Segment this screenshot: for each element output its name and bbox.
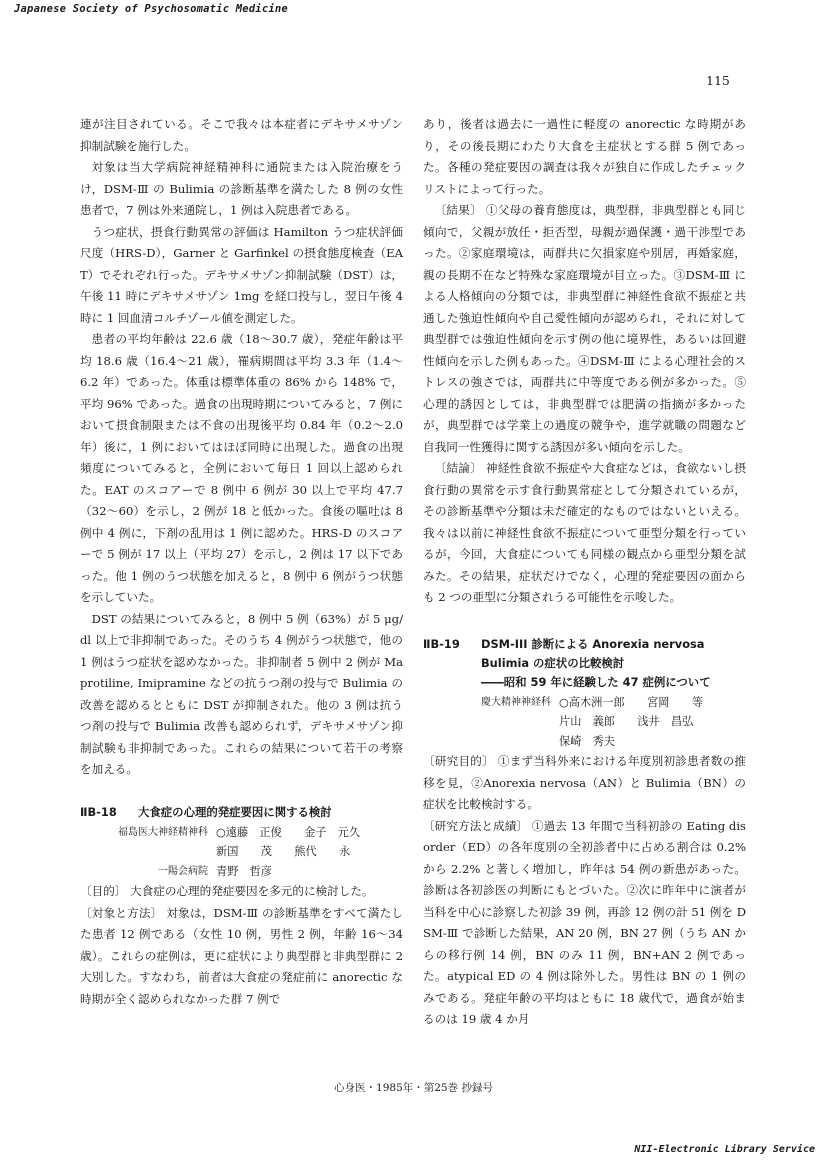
abstract-title-text: DSM-III 診断による Anorexia nervosa xyxy=(481,636,705,651)
author-row xyxy=(423,732,746,752)
author-names: 保崎 秀夫 xyxy=(559,734,615,748)
affiliation: 慶大精神神経科 xyxy=(481,696,551,708)
body-paragraph: 〔目的〕 大食症の心理的発症要因を多元的に検討した。 xyxy=(80,884,374,898)
affiliation xyxy=(423,712,559,732)
body-paragraph: DST の結果についてみると，8 例中 5 例（63%）が 5 μg/dl 以上で非抑制であった。そのうち 4 例がうつ状態で，他の 1 例はうつ症状を認めなかった。非抑制者 5 例中 2 例が Maprotiline, Imipramine などの抗うつ剤の投与で Bulimia の改善を認めるとともに DST が抑制された。他の 3 例は抗うつ剤の投与で Bulimia 改善も認められず，デキサメサゾン抑制試験も非抑制であった。これらの結果について若干の考察を加える。 xyxy=(80,611,403,776)
author-row xyxy=(423,693,746,713)
body-paragraph: 連が注目されている。そこで我々は本症者にデキサメサゾン抑制試験を施行した。 xyxy=(80,117,403,153)
abstract-section xyxy=(80,803,403,1011)
abstract-code: ⅡB-18 xyxy=(80,804,117,819)
journal-footer: 心身医・1985年・第25巻 抄録号 xyxy=(334,1082,493,1094)
affiliation: 福島医大神経精神科 xyxy=(118,826,208,838)
author-names: 青野 哲彦 xyxy=(216,864,272,878)
abstract-section xyxy=(423,635,746,1031)
author-row xyxy=(80,823,403,843)
abstract-title xyxy=(423,635,746,692)
body-paragraph: 〔結論〕 神経性食欲不振症や大食症などは，食欲ないし摂食行動の異常を示す食行動異常症として分類されているが，その診断基準や分類は未だ確定的なものではないといえる。我々は以前に神経性食欲不振症について亜型分類を行っているが，今回，大食症についても同様の観点から亜型分類を試みた。その結果，症状だけでなく，心理的発症要因の面からも 2 つの亜型に分類されうる可能性を示唆した。 xyxy=(423,461,746,604)
body-paragraph: あり，後者は過去に一過性に軽度の anorectic な時期があり，その後長期にわたり大食を主症状とする群 5 例であった。各種の発症要因の調査は我々が独自に作成したチェックリストによって行った。 xyxy=(423,117,746,196)
left-column xyxy=(80,114,403,1010)
abstract-code: ⅡB-19 xyxy=(423,636,460,651)
author-names: 新国 茂 熊代 永 xyxy=(216,845,351,858)
abstract-title-line2: Bulimia の症状の比較検討 xyxy=(481,655,625,670)
author-names: ○高木洲一郎 宮岡 等 xyxy=(559,695,704,709)
author-row xyxy=(80,842,403,862)
abstract-title xyxy=(80,803,403,822)
page-number: 115 xyxy=(706,73,730,88)
author-row xyxy=(423,712,746,732)
affiliation: 一陽会病院 xyxy=(158,865,208,877)
affiliation xyxy=(80,842,216,862)
library-service-footer: NII-Electronic Library Service xyxy=(634,1144,815,1155)
affiliation xyxy=(423,732,559,752)
abstract-title-text: 大食症の心理的発症要因に関する検討 xyxy=(138,804,332,819)
author-names: 片山 義郎 浅井 昌弘 xyxy=(559,715,694,728)
body-paragraph: 〔対象と方法〕 対象は，DSM-Ⅲ の診断基準をすべて満たした患者 12 例である（女性 10 例，男性 2 例，年齢 16～34 歳）。これらの症例は，更に症状により典型群と非典型群に 2 大別した。すなわち，前者は大食症の発症前に anorectic な時期が全く認められなかった群 7 例で xyxy=(80,905,403,1006)
body-paragraph: 対象は当大学病院神経精神科に通院または入院治療をうけ，DSM-Ⅲ の Bulimia の診断基準を満たした 8 例の女性患者で，7 例は外来通院し，1 例は入院患者である。 xyxy=(80,160,403,217)
author-names: ○遠藤 正俊 金子 元久 xyxy=(216,825,361,839)
author-row xyxy=(80,862,403,882)
body-paragraph: 〔結果〕 ①父母の養育態度は，典型群，非典型群とも同じ傾向で，父親が放任・拒否型，母親が過保護・過干渉型であった。②家庭環境は，両群共に欠損家庭や別居，再婚家庭，親の長期不在など特殊な家庭環境が目立った。③DSM-Ⅲ による人格傾向の分類では，非典型群に神経性食欲不振症と共通した強迫性傾向や自己愛性傾向が認められ，それに対して典型群では強迫性傾向を示す例の他に境界性，あるいは回避性傾向を示した例もあった。④DSM-Ⅲ による心理社会的ストレスの強さでは，両群共に中等度である例が多かった。⑤心理的誘因としては，非典型群では肥満の指摘が多かったが，典型群では学業上の過度の競争や，進学就職の問題など自我同一性獲得に関する誘因が多い傾向を示した。 xyxy=(423,203,746,454)
body-paragraph: 〔研究目的〕 ①まず当科外来における年度別初診患者数の推移を見，②Anorexia nervosa（AN）と Bulimia（BN）の症状を比較検討する。 xyxy=(423,754,746,811)
right-column xyxy=(423,114,746,1031)
body-paragraph: うつ症状，摂食行動異常の評価は Hamilton うつ症状評価尺度（HRS-D），Garner と Garfinkel の摂食態度検査（EAT）でそれぞれ行った。デキサメサゾン抑制試験（DST）は，午後 11 時にデキサメサゾン 1mg を経口投与し，翌日午後 4 時に 1 回血清コルチゾール値を測定した。 xyxy=(80,224,403,325)
body-paragraph: 〔研究方法と成績〕 ①過去 13 年間で当科初診の Eating disorder（ED）の各年度別の全初診者中に占める割合は 0.2% から 2.2% と著しく増加し，昨年は 54 例の新患があった。診断は各初診医の判断にもとづいた。②次に昨年中に演者が当科を中心に診察した初診 39 例，再診 12 例の計 51 例を DSM-Ⅲ で診断した結果，AN 20 例，BN 27 例（うち AN からの移行例 14 例，BN のみ 11 例，BN+AN 2 例であった。atypical ED の 4 例は除外した。男性は BN の 1 例のみである。発症年齢の平均はともに 18 歳代で，過食が始まるのは 19 歳 4 か月 xyxy=(423,818,746,1026)
body-paragraph: 患者の平均年齢は 22.6 歳（18～30.7 歳），発症年齢は平均 18.6 歳（16.4～21 歳），罹病期間は平均 3.3 年（1.4～6.2 年）であった。体重は標準体重の 86% から 148% で，平均 96% であった。過食の出現時期についてみると，7 例において摂食制限または不食の出現後平均 0.84 年（0.2～2.0 年）後に，1 例においてはほぼ同時に出現した。過食の出現頻度についてみると，全例において毎日 1 回以上認められた。EAT のスコアーで 8 例中 6 例が 30 以上で平均 47.7（32～60）を示し，2 例が 18 と低かった。食後の嘔吐は 8 例中 4 例に，下剤の乱用は 1 例に認めた。HRS-D のスコアーで 5 例が 17 以上（平均 27）を示し，2 例は 17 以下であった。他 1 例のうつ状態を加えると，8 例中 6 例がうつ状態を示していた。 xyxy=(80,332,403,604)
society-header: Japanese Society of Psychosomatic Medicine xyxy=(14,3,288,15)
abstract-subtitle: ――昭和 59 年に経験した 47 症例について xyxy=(481,674,711,689)
